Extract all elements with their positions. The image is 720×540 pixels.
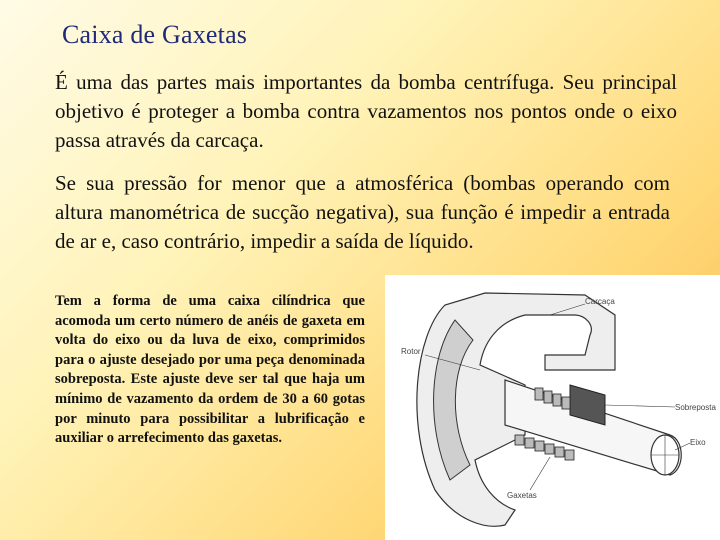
- paragraph-pressure: Se sua pressão for menor que a atmosférica (bombas operando com altura manométrica de sucção negativa), sua função é impedir a entrada de ar e, caso contrário, impedir a saída de líquido.: [55, 171, 670, 253]
- slide-title: Caixa de Gaxetas: [62, 20, 248, 49]
- paragraph-intro: É uma das partes mais importantes da bomba centrífuga. Seu principal objetivo é proteger a bomba contra vazamentos nos pontos onde o eixo passa através da carcaça.: [55, 70, 677, 152]
- label-sobreposta: Sobreposta: [675, 403, 716, 412]
- label-carcaca: Carcaça: [585, 297, 615, 306]
- label-rotor: Rotor: [401, 347, 421, 356]
- paragraph-description: Tem a forma de uma caixa cilíndrica que acomoda um certo número de anéis de gaxeta em volta do eixo ou da luva de eixo, comprimidos para o ajuste desejado por uma peça denominada sobreposta. Este ajuste deve ser tal que haja um mínimo de vazamento da ordem de 30 a 60 gotas por minuto para possibilitar a lubrificação e auxiliar o arrefecimento das gaxetas.: [55, 293, 365, 447]
- label-eixo: Eixo: [690, 438, 706, 447]
- label-gaxetas: Gaxetas: [507, 491, 537, 500]
- stuffing-box-diagram: [385, 275, 720, 540]
